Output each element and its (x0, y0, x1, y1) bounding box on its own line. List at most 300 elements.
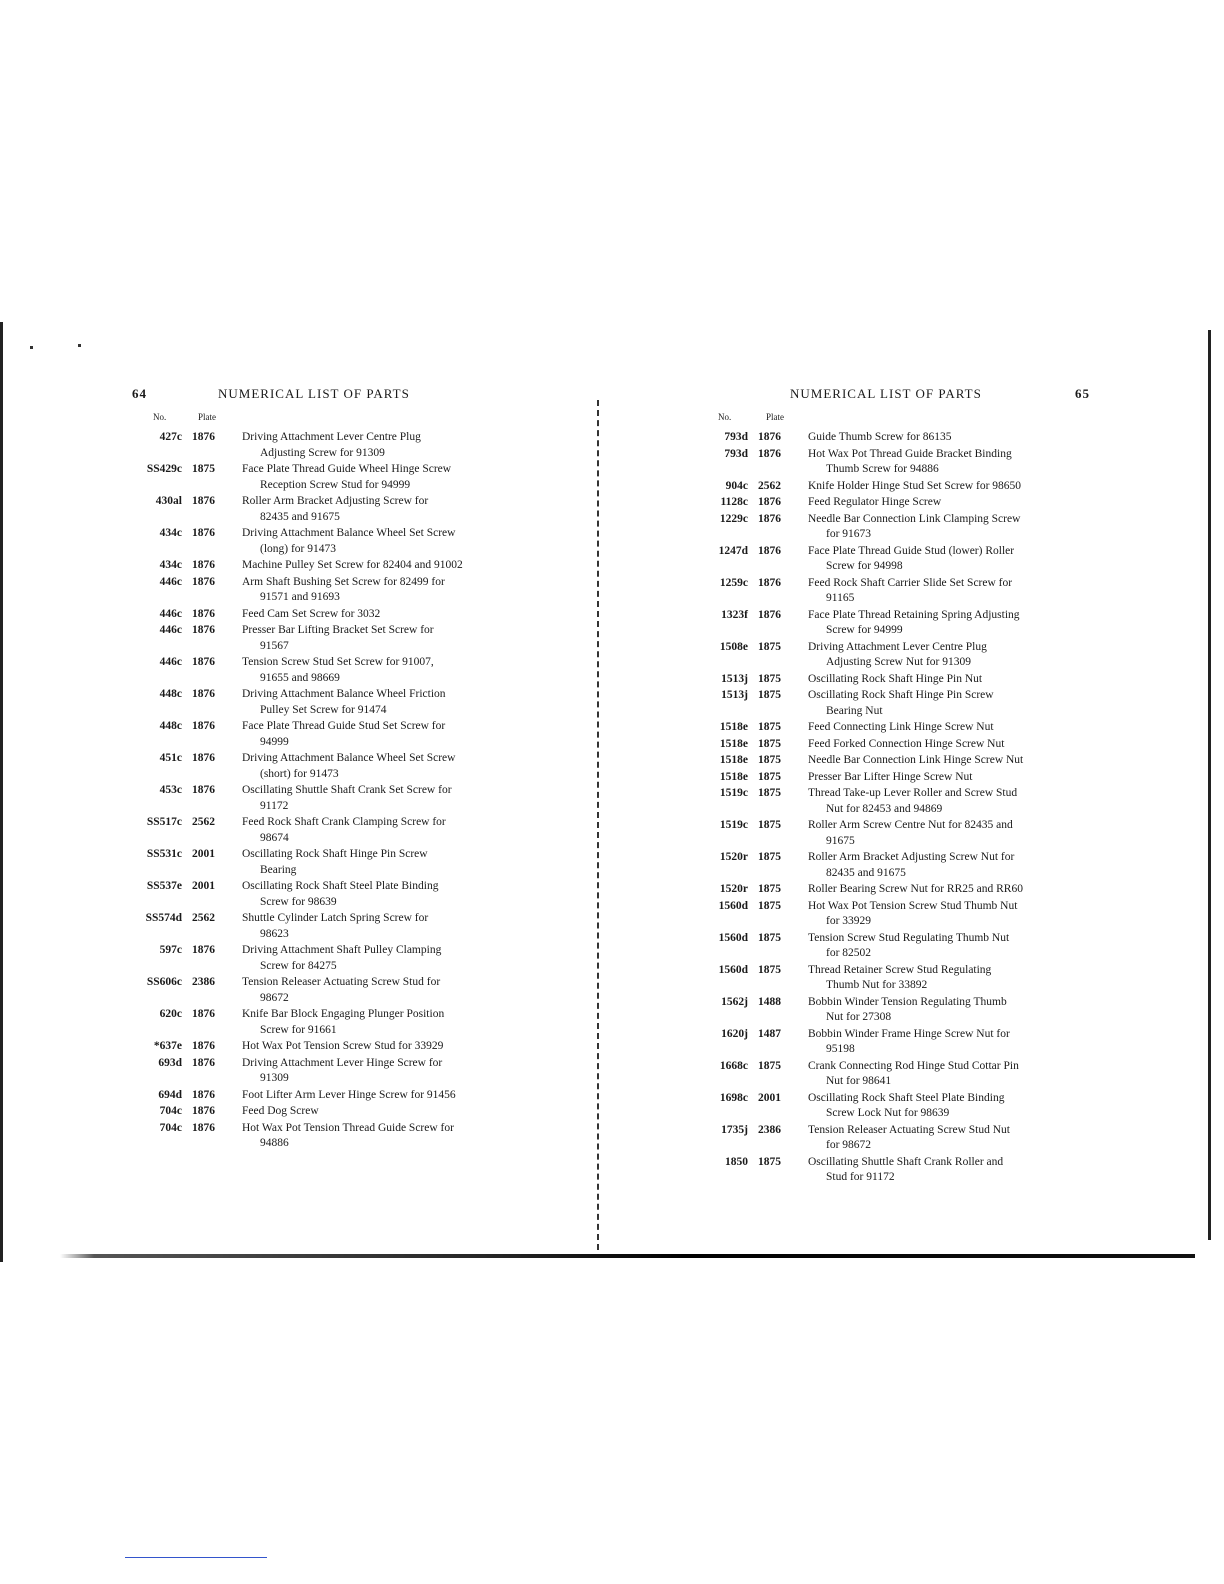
description-line: Oscillating Rock Shaft Hinge Pin Screw (242, 848, 428, 860)
part-description (242, 815, 502, 846)
column-header-plate: Plate (198, 412, 216, 422)
left-page (120, 386, 510, 1153)
column-header-plate: Plate (766, 412, 784, 422)
plate-number: 1876 (192, 495, 215, 507)
plate-number: 1876 (192, 656, 215, 668)
book-gutter (597, 400, 602, 1250)
description-line: Presser Bar Lifting Bracket Set Screw for (242, 624, 434, 636)
plate-number: 1875 (758, 640, 781, 653)
part-description (242, 1104, 502, 1120)
description-continuation: Adjusting Screw Nut for 91309 (826, 656, 972, 668)
plate-number: 1875 (758, 931, 781, 944)
part-description (242, 607, 502, 623)
part-number: SS574d (145, 912, 182, 924)
list-item (120, 911, 502, 942)
part-number: 1519c (719, 787, 748, 799)
column-header-no: No. (153, 412, 167, 422)
part-number: 704c (159, 1121, 182, 1134)
column-header-no: No. (718, 412, 732, 422)
list-item (120, 879, 502, 910)
part-number: 446c (159, 607, 182, 620)
description-continuation: Screw for 84275 (260, 959, 337, 972)
part-number: 1620j (721, 1027, 748, 1040)
plate-number: 2562 (192, 816, 215, 828)
description-continuation: Screw for 94999 (826, 624, 903, 636)
description-continuation: Bearing Nut (826, 704, 883, 717)
part-description (808, 850, 1070, 881)
description-line: Roller Arm Bracket Adjusting Screw Nut for (808, 851, 1015, 863)
list-item (710, 931, 1070, 962)
list-item (120, 558, 502, 574)
description-continuation: Pulley Set Screw for 91474 (260, 703, 387, 716)
description-line: Driving Attachment Lever Hinge Screw for (242, 1056, 443, 1069)
description-continuation: Nut for 98641 (826, 1075, 892, 1087)
description-continuation: 91655 and 98669 (260, 671, 340, 684)
list-item (710, 447, 1070, 478)
part-number: 693d (158, 1056, 182, 1069)
part-number: SS517c (146, 816, 182, 828)
description-line: Bobbin Winder Tension Regulating Thumb (808, 995, 1007, 1008)
plate-number: 1876 (192, 527, 215, 539)
part-number: SS531c (146, 848, 182, 860)
part-description (808, 447, 1070, 478)
plate-number: 1875 (758, 754, 781, 766)
list-item (120, 655, 502, 686)
part-description (808, 1027, 1070, 1058)
list-item (710, 512, 1070, 543)
part-number: 620c (159, 1008, 182, 1020)
part-number: 446c (159, 624, 182, 636)
part-number: 1668c (719, 1059, 748, 1072)
plate-number: 1876 (192, 752, 215, 764)
description-line: Oscillating Rock Shaft Hinge Pin Screw (808, 689, 994, 701)
part-description (808, 512, 1070, 543)
plate-number: 1876 (192, 784, 215, 796)
description-line: Roller Bearing Screw Nut for RR25 and RR60 (808, 883, 1023, 895)
running-title: NUMERICAL LIST OF PARTS (218, 386, 410, 401)
page-edge-right (1208, 330, 1211, 1240)
plate-number: 1876 (192, 944, 215, 956)
plate-number: 1875 (758, 770, 781, 783)
part-description (242, 1121, 502, 1152)
column-headers (710, 412, 1090, 430)
plate-number: 1875 (758, 851, 781, 863)
description-line: Oscillating Rock Shaft Steel Plate Binding (242, 880, 439, 892)
list-item (710, 1059, 1070, 1090)
part-description (242, 879, 502, 910)
parts-list (120, 430, 510, 1152)
plate-number: 2001 (192, 848, 215, 860)
part-number: 704c (159, 1105, 182, 1117)
part-description (808, 1155, 1070, 1186)
description-line: Needle Bar Connection Link Hinge Screw Nut (808, 754, 1024, 766)
list-item (710, 608, 1070, 639)
list-item (120, 1056, 502, 1087)
list-item (120, 462, 502, 493)
part-description (242, 494, 502, 525)
description-continuation: Adjusting Screw for 91309 (260, 446, 385, 459)
part-description (808, 608, 1070, 639)
running-title: NUMERICAL LIST OF PARTS (790, 386, 982, 401)
part-description (242, 1056, 502, 1087)
description-line: Bobbin Winder Frame Hinge Screw Nut for (808, 1027, 1010, 1040)
list-item (710, 753, 1070, 769)
description-line: Face Plate Thread Guide Wheel Hinge Screw (242, 463, 452, 475)
list-item (120, 1088, 502, 1104)
description-line: Hot Wax Pot Tension Screw Stud Thumb Nut (808, 899, 1018, 912)
part-number: 434c (159, 527, 182, 539)
part-number: 446c (159, 575, 182, 588)
description-line: Machine Pulley Set Screw for 82404 and 91002 (242, 559, 463, 571)
part-description (808, 1091, 1070, 1122)
description-continuation: 91165 (826, 592, 855, 604)
part-description (808, 576, 1070, 607)
plate-number: 2386 (192, 976, 215, 988)
plate-number: 1876 (192, 1008, 215, 1020)
list-item (120, 1121, 502, 1152)
description-line: Driving Attachment Lever Centre Plug (242, 431, 421, 443)
plate-number: 1876 (758, 512, 781, 525)
part-number: 1247d (718, 544, 748, 557)
part-number: 793d (724, 447, 748, 460)
list-item (120, 751, 502, 782)
list-item (710, 1091, 1070, 1122)
page-bottom-edge (60, 1254, 1195, 1258)
description-line: Feed Forked Connection Hinge Screw Nut (808, 737, 1005, 750)
list-item (120, 1007, 502, 1038)
description-continuation: Bearing (260, 863, 297, 876)
part-description (242, 943, 502, 974)
list-item (120, 607, 502, 623)
part-number: 1518e (719, 737, 748, 750)
part-description (242, 911, 502, 942)
description-continuation: 98672 (260, 991, 289, 1004)
description-continuation: for 82502 (826, 947, 872, 959)
plate-number: 1876 (758, 447, 781, 460)
description-continuation: 91172 (260, 799, 289, 812)
plate-number: 1876 (192, 1056, 215, 1069)
description-line: Needle Bar Connection Link Clamping Screw (808, 512, 1021, 525)
part-number: 1520r (719, 851, 748, 863)
plate-number: 1875 (192, 463, 215, 475)
description-line: Oscillating Shuttle Shaft Crank Roller and (808, 1155, 1004, 1168)
description-continuation: for 91673 (826, 528, 872, 540)
parts-list (710, 430, 1090, 1186)
part-description (242, 558, 502, 574)
description-line: Face Plate Thread Guide Stud Set Screw for (242, 720, 446, 732)
page-edge-left (0, 322, 3, 1262)
description-line: Hot Wax Pot Thread Guide Bracket Binding (808, 447, 1012, 460)
part-number: 1513j (721, 689, 748, 701)
part-number: SS429c (146, 463, 182, 475)
part-number: 904c (725, 479, 748, 492)
list-item (120, 943, 502, 974)
list-item (120, 847, 502, 878)
part-number: 793d (724, 431, 748, 443)
plate-number: 1488 (758, 995, 781, 1008)
list-item (710, 720, 1070, 736)
part-description (808, 770, 1070, 786)
description-continuation: Nut for 82453 and 94869 (826, 802, 943, 815)
description-line: Presser Bar Lifter Hinge Screw Nut (808, 770, 973, 783)
part-description (808, 720, 1070, 736)
speck (78, 344, 81, 347)
column-headers (120, 412, 510, 430)
part-number: 1518e (719, 754, 748, 766)
page-number: 64 (132, 386, 147, 401)
plate-number: 2001 (192, 880, 215, 892)
part-number: 694d (158, 1088, 182, 1101)
part-description (242, 1039, 502, 1055)
part-description (242, 1088, 502, 1104)
part-number: 1560d (718, 963, 748, 976)
part-description (242, 975, 502, 1006)
part-description (808, 1059, 1070, 1090)
plate-number: 1875 (758, 721, 781, 733)
plate-number: 1875 (758, 737, 781, 750)
part-description (808, 995, 1070, 1026)
plate-number: 1876 (758, 544, 781, 557)
right-page (710, 386, 1090, 1187)
part-description (242, 719, 502, 750)
plate-number: 1875 (758, 883, 781, 895)
plate-number: 1875 (758, 963, 781, 976)
list-item (120, 815, 502, 846)
description-line: Feed Cam Set Screw for 3032 (242, 607, 381, 620)
description-continuation: for 98672 (826, 1139, 872, 1151)
list-item (710, 995, 1070, 1026)
description-line: Oscillating Rock Shaft Hinge Pin Nut (808, 672, 983, 685)
plate-number: 1876 (192, 607, 215, 620)
description-continuation: 94999 (260, 735, 289, 748)
part-description (808, 753, 1070, 769)
list-item (120, 719, 502, 750)
plate-number: 1876 (758, 431, 781, 443)
list-item (710, 430, 1070, 446)
part-description (808, 495, 1070, 511)
part-number: 1513j (721, 672, 748, 685)
description-line: Driving Attachment Shaft Pulley Clamping (242, 944, 442, 956)
plate-number: 1876 (192, 1121, 215, 1134)
part-description (808, 737, 1070, 753)
plate-number: 1487 (758, 1027, 781, 1040)
list-item (710, 640, 1070, 671)
part-description (808, 931, 1070, 962)
plate-number: 1876 (192, 688, 215, 700)
plate-number: 1875 (758, 689, 781, 701)
description-line: Knife Holder Hinge Stud Set Screw for 98650 (808, 479, 1022, 492)
description-line: Face Plate Thread Guide Stud (lower) Roller (808, 544, 1015, 557)
description-line: Arm Shaft Bushing Set Screw for 82499 for (242, 575, 445, 588)
part-number: 1519c (719, 819, 748, 831)
part-description (808, 544, 1070, 575)
description-continuation: Nut for 27308 (826, 1011, 892, 1023)
part-number: 1518e (719, 770, 748, 783)
part-description (808, 430, 1070, 446)
description-line: Guide Thumb Screw for 86135 (808, 431, 952, 443)
description-line: Feed Connecting Link Hinge Screw Nut (808, 721, 994, 733)
description-line: Driving Attachment Lever Centre Plug (808, 640, 987, 653)
list-item (120, 687, 502, 718)
list-item (710, 544, 1070, 575)
list-item (710, 737, 1070, 753)
list-item (120, 575, 502, 606)
list-item (710, 850, 1070, 881)
part-number: *637e (153, 1040, 182, 1052)
plate-number: 1875 (758, 672, 781, 685)
part-number: 434c (159, 559, 182, 571)
description-line: Hot Wax Pot Tension Screw Stud for 33929 (242, 1040, 444, 1052)
description-continuation: Screw for 94998 (826, 560, 903, 572)
description-continuation: 91309 (260, 1072, 289, 1084)
part-description (242, 623, 502, 654)
description-continuation: 82435 and 91675 (260, 510, 340, 523)
list-item (120, 975, 502, 1006)
underline-link[interactable] (125, 1557, 267, 1558)
list-item (120, 1104, 502, 1120)
description-continuation: 82435 and 91675 (826, 866, 906, 879)
plate-number: 1876 (758, 576, 781, 589)
description-continuation: (long) for 91473 (260, 542, 337, 555)
part-description (808, 963, 1070, 994)
list-item (120, 430, 502, 461)
description-line: Driving Attachment Balance Wheel Friction (242, 688, 446, 700)
part-number: SS606c (146, 976, 182, 988)
description-line: Feed Regulator Hinge Screw (808, 496, 942, 508)
part-description (242, 783, 502, 814)
part-number: 446c (159, 656, 182, 668)
part-number: SS537e (146, 880, 182, 892)
plate-number: 2386 (758, 1123, 781, 1136)
plate-number: 1875 (758, 1155, 781, 1168)
part-number: 451c (159, 752, 182, 764)
list-item (120, 1039, 502, 1055)
plate-number: 1875 (758, 1059, 781, 1072)
description-line: Foot Lifter Arm Lever Hinge Screw for 91456 (242, 1088, 456, 1101)
part-number: 430al (155, 495, 182, 507)
description-continuation: Screw for 98639 (260, 895, 337, 908)
list-item (710, 963, 1070, 994)
plate-number: 1876 (192, 1105, 215, 1117)
part-number: 448c (159, 688, 182, 700)
part-description (808, 882, 1070, 898)
description-line: Oscillating Shuttle Shaft Crank Set Screw for (242, 784, 452, 796)
part-description (808, 1123, 1070, 1154)
plate-number: 1876 (758, 608, 781, 621)
description-continuation: 91675 (826, 834, 855, 847)
description-continuation: for 33929 (826, 915, 872, 927)
part-number: 597c (159, 944, 182, 956)
part-number: 1850 (725, 1155, 748, 1168)
list-item (710, 672, 1070, 688)
description-continuation: 91567 (260, 639, 289, 652)
part-number: 453c (159, 784, 182, 796)
plate-number: 2562 (192, 912, 215, 924)
part-description (242, 1007, 502, 1038)
part-description (242, 430, 502, 461)
running-head (120, 386, 510, 408)
list-item (710, 899, 1070, 930)
plate-number: 2562 (758, 479, 781, 492)
part-description (242, 575, 502, 606)
description-continuation: Stud for 91172 (826, 1171, 895, 1183)
description-continuation: Screw Lock Nut for 98639 (826, 1107, 950, 1119)
part-number: 1735j (721, 1123, 748, 1136)
list-item (120, 494, 502, 525)
description-line: Hot Wax Pot Tension Thread Guide Screw for (242, 1121, 454, 1134)
part-description (242, 847, 502, 878)
description-continuation: 94886 (260, 1137, 289, 1149)
description-line: Face Plate Thread Retaining Spring Adjusting (808, 608, 1020, 621)
list-item (710, 495, 1070, 511)
description-continuation: 98623 (260, 927, 289, 940)
description-line: Oscillating Rock Shaft Steel Plate Binding (808, 1091, 1005, 1104)
part-description (808, 688, 1070, 719)
description-line: Thread Take-up Lever Roller and Screw Stud (808, 787, 1018, 799)
list-item (120, 526, 502, 557)
plate-number: 1875 (758, 899, 781, 912)
part-number: 1508e (719, 640, 748, 653)
part-description (242, 655, 502, 686)
part-number: 1560d (718, 899, 748, 912)
description-continuation: 98674 (260, 831, 289, 844)
description-line: Roller Arm Screw Centre Nut for 82435 and (808, 819, 1013, 831)
description-continuation: Screw for 91661 (260, 1023, 337, 1036)
part-number: 1520r (719, 883, 748, 895)
description-line: Feed Rock Shaft Carrier Slide Set Screw for (808, 576, 1013, 589)
part-description (242, 751, 502, 782)
part-number: 1128c (720, 496, 748, 508)
part-description (242, 462, 502, 493)
part-description (808, 818, 1070, 849)
plate-number: 1876 (758, 496, 781, 508)
list-item (710, 786, 1070, 817)
part-description (808, 479, 1070, 495)
description-line: Shuttle Cylinder Latch Spring Screw for (242, 912, 429, 924)
part-description (808, 899, 1070, 930)
plate-number: 1876 (192, 431, 215, 443)
description-line: Knife Bar Block Engaging Plunger Position (242, 1008, 445, 1020)
description-line: Crank Connecting Rod Hinge Stud Cottar Pin (808, 1059, 1019, 1072)
part-description (808, 786, 1070, 817)
plate-number: 1876 (192, 1040, 215, 1052)
part-number: 427c (159, 431, 182, 443)
part-number: 1560d (718, 931, 748, 944)
list-item (710, 479, 1070, 495)
plate-number: 1876 (192, 720, 215, 732)
description-line: Tension Screw Stud Regulating Thumb Nut (808, 931, 1010, 944)
description-continuation: Thumb Nut for 33892 (826, 979, 928, 991)
list-item (710, 1123, 1070, 1154)
list-item (710, 688, 1070, 719)
list-item (710, 576, 1070, 607)
plate-number: 1875 (758, 819, 781, 831)
plate-number: 1876 (192, 1088, 215, 1101)
description-continuation: 95198 (826, 1043, 855, 1055)
list-item (710, 882, 1070, 898)
description-continuation: 91571 and 91693 (260, 591, 340, 603)
part-description (808, 672, 1070, 688)
description-continuation: Thumb Screw for 94886 (826, 463, 939, 475)
part-number: 1229c (719, 512, 748, 525)
list-item (120, 623, 502, 654)
speck (30, 346, 33, 349)
description-line: Roller Arm Bracket Adjusting Screw for (242, 495, 429, 507)
part-number: 1562j (721, 995, 748, 1008)
description-line: Tension Releaser Actuating Screw Stud for (242, 976, 441, 988)
list-item (710, 818, 1070, 849)
description-continuation: Reception Screw Stud for 94999 (260, 478, 411, 491)
